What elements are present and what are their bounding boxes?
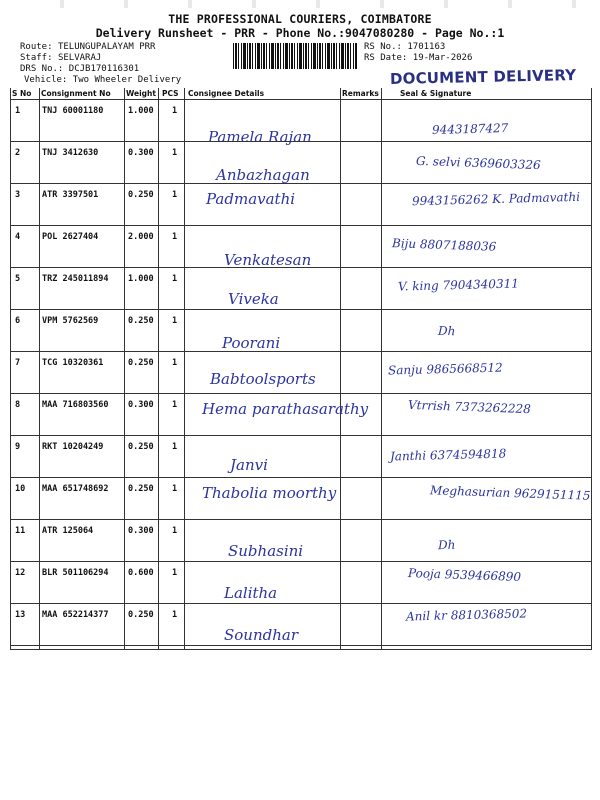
row-weight: 0.250 xyxy=(128,610,154,620)
row-sno: 1 xyxy=(15,106,21,116)
row-signature-handwritten: V. king 7904340311 xyxy=(397,276,520,294)
row-signature-handwritten: Vtrrish 7373262228 xyxy=(407,397,532,417)
row-signature-handwritten: Pooja 9539466890 xyxy=(407,566,522,584)
row-signature-handwritten: Anil kr 8810368502 xyxy=(405,606,528,624)
row-consignment-no: TNJ 3412630 xyxy=(42,148,99,158)
staff-value: SELVARAJ xyxy=(57,53,102,63)
row-signature-handwritten: Dh xyxy=(437,323,456,339)
rs-date-value: 19-Mar-2026 xyxy=(412,53,473,63)
row-consignee-handwritten: Thabolia moorthy xyxy=(202,484,337,502)
col-header-weight: Weight xyxy=(126,89,156,98)
col-header-seal: Seal & Signature xyxy=(400,89,472,98)
row-consignee-handwritten: Padmavathi xyxy=(206,190,296,208)
table-row xyxy=(10,478,592,520)
row-sno: 13 xyxy=(15,610,26,620)
table-row xyxy=(10,226,592,268)
row-sno: 7 xyxy=(15,358,21,368)
table-row xyxy=(10,352,592,394)
row-weight: 1.000 xyxy=(128,106,154,116)
row-consignment-no: MAA 652214377 xyxy=(42,610,109,620)
row-sno: 3 xyxy=(15,190,21,200)
row-sno: 10 xyxy=(15,484,26,494)
row-weight: 0.250 xyxy=(128,358,154,368)
rs-no-label: RS No.: xyxy=(364,42,402,52)
row-sno: 5 xyxy=(15,274,21,284)
row-signature-handwritten: 9943156262 K. Padmavathi xyxy=(411,189,581,209)
document-delivery-stamp: DOCUMENT DELIVERY xyxy=(389,66,577,88)
col-header-pcs: PCS xyxy=(162,89,179,98)
row-weight: 0.250 xyxy=(128,442,154,452)
row-consignee-handwritten: Janvi xyxy=(230,456,268,474)
col-header-consignment: Consignment No xyxy=(41,89,111,98)
row-weight: 0.300 xyxy=(128,400,154,410)
table-row xyxy=(10,520,592,562)
row-consignment-no: BLR 501106294 xyxy=(42,568,109,578)
row-consignee-handwritten: Venkatesan xyxy=(224,251,312,269)
staff-line xyxy=(20,53,101,65)
row-consignment-no: ATR 3397501 xyxy=(42,190,99,200)
row-pcs: 1 xyxy=(172,148,178,158)
row-sno: 12 xyxy=(15,568,26,578)
row-consignee-handwritten: Lalitha xyxy=(224,584,278,602)
row-weight: 0.250 xyxy=(128,190,154,200)
rs-no-line xyxy=(364,42,445,54)
row-pcs: 1 xyxy=(172,232,178,242)
row-consignee-handwritten: Hema parathasarathy xyxy=(202,400,369,418)
row-consignment-no: ATR 125064 xyxy=(42,526,94,536)
table-row xyxy=(10,100,592,146)
table-row xyxy=(10,604,592,646)
runsheet-title: Delivery Runsheet - PRR - Phone No.:9047080280 - Page No.:1 xyxy=(95,26,505,40)
row-consignment-no: TRZ 245011894 xyxy=(42,274,109,284)
row-pcs: 1 xyxy=(172,274,178,284)
row-signature-handwritten: Meghasurian 9629151115 xyxy=(429,483,591,503)
vehicle-value: Two Wheeler Delivery xyxy=(72,75,182,85)
row-signature-handwritten: Janthi 6374594818 xyxy=(389,446,507,464)
row-sno: 9 xyxy=(15,442,21,452)
row-pcs: 1 xyxy=(172,190,178,200)
route-value: TELUNGUPALAYAM PRR xyxy=(57,42,156,52)
row-pcs: 1 xyxy=(172,484,178,494)
row-consignee-handwritten: Viveka xyxy=(228,290,279,308)
row-pcs: 1 xyxy=(172,568,178,578)
table-row xyxy=(10,562,592,604)
row-consignee-handwritten: Subhasini xyxy=(228,542,304,560)
drs-label: DRS No.: xyxy=(20,64,64,74)
row-consignee-handwritten: Poorani xyxy=(222,334,281,352)
rs-no-value: 1701163 xyxy=(407,42,446,52)
row-pcs: 1 xyxy=(172,526,178,536)
table-row xyxy=(10,394,592,436)
table-row xyxy=(10,436,592,478)
row-pcs: 1 xyxy=(172,316,178,326)
row-sno: 6 xyxy=(15,316,21,326)
row-pcs: 1 xyxy=(172,358,178,368)
rs-date-line xyxy=(364,53,472,65)
vehicle-line xyxy=(24,75,181,87)
row-sno: 2 xyxy=(15,148,21,158)
drs-line xyxy=(20,64,139,76)
row-weight: 2.000 xyxy=(128,232,154,242)
table-row xyxy=(10,142,592,184)
table-row xyxy=(10,268,592,310)
rs-date-label: RS Date: xyxy=(364,53,408,63)
row-pcs: 1 xyxy=(172,106,178,116)
row-consignee-handwritten: Pamela Rajan xyxy=(208,128,312,146)
staff-label: Staff: xyxy=(20,53,53,63)
row-signature-handwritten: Dh xyxy=(437,537,456,553)
row-weight: 0.300 xyxy=(128,148,154,158)
row-consignment-no: VPM 5762569 xyxy=(42,316,99,326)
row-consignment-no: MAA 651748692 xyxy=(42,484,109,494)
row-weight: 0.600 xyxy=(128,568,154,578)
row-consignee-handwritten: Babtoolsports xyxy=(210,370,316,388)
row-pcs: 1 xyxy=(172,400,178,410)
row-signature-handwritten: Biju 8807188036 xyxy=(391,236,497,254)
row-consignment-no: RKT 10204249 xyxy=(42,442,104,452)
row-signature-handwritten: G. selvi 6369603326 xyxy=(415,153,541,173)
row-consignment-no: POL 2627404 xyxy=(42,232,99,242)
row-weight: 0.250 xyxy=(128,316,154,326)
row-weight: 1.000 xyxy=(128,274,154,284)
delivery-table xyxy=(10,88,592,650)
row-sno: 8 xyxy=(15,400,21,410)
row-consignment-no: TCG 10320361 xyxy=(42,358,104,368)
table-row xyxy=(10,310,592,352)
row-sno: 4 xyxy=(15,232,21,242)
row-consignment-no: TNJ 60001180 xyxy=(42,106,104,116)
scan-top-edge xyxy=(0,0,600,8)
vehicle-label: Vehicle: xyxy=(24,75,68,85)
drs-value: DCJB170116301 xyxy=(68,64,140,74)
col-header-remarks: Remarks xyxy=(342,89,379,98)
col-header-consignee: Consignee Details xyxy=(188,89,265,98)
col-header-sno: S No xyxy=(12,89,32,98)
row-pcs: 1 xyxy=(172,442,178,452)
row-weight: 0.300 xyxy=(128,526,154,536)
row-consignee-handwritten: Soundhar xyxy=(224,626,299,644)
row-signature-handwritten: 9443187427 xyxy=(431,121,509,137)
company-title: THE PROFESSIONAL COURIERS, COIMBATORE xyxy=(168,12,432,26)
row-rule xyxy=(10,645,592,646)
row-sno: 11 xyxy=(15,526,26,536)
drs-barcode xyxy=(233,43,357,69)
row-pcs: 1 xyxy=(172,610,178,620)
route-line xyxy=(20,42,155,54)
route-label: Route: xyxy=(20,42,53,52)
table-row xyxy=(10,184,592,226)
bottom-border xyxy=(10,649,592,650)
row-consignee-handwritten: Anbazhagan xyxy=(216,166,310,184)
row-weight: 0.250 xyxy=(128,484,154,494)
row-consignment-no: MAA 716803560 xyxy=(42,400,109,410)
row-signature-handwritten: Sanju 9865668512 xyxy=(387,360,503,378)
